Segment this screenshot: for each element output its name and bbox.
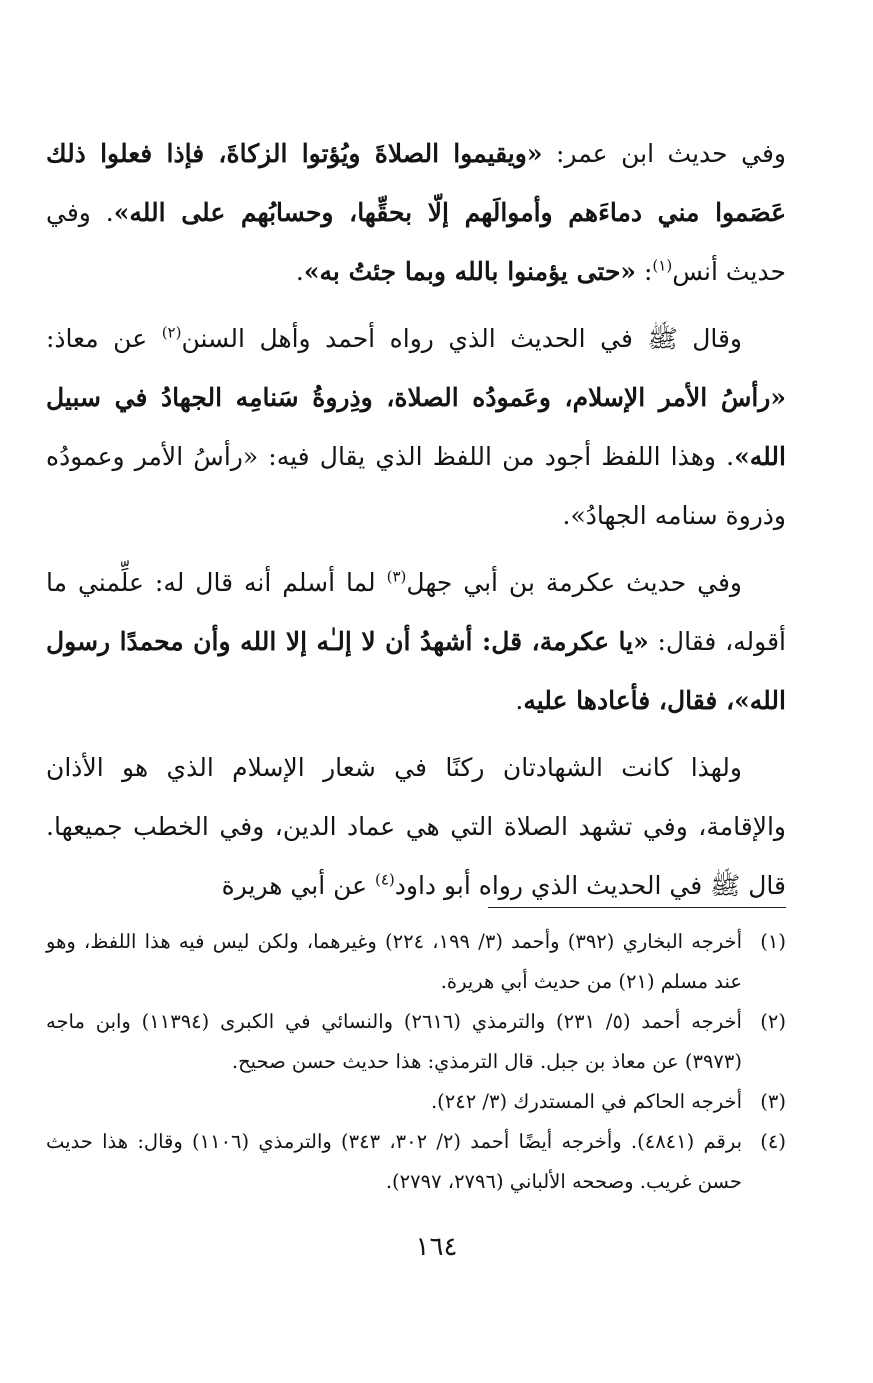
footnote-number: (١) xyxy=(760,930,786,953)
text-run: عن أبي هريرة xyxy=(221,871,375,900)
hadith-quote: «حتى يؤمنوا بالله وبما جئتُ به» xyxy=(303,257,637,286)
paragraph-4 xyxy=(46,738,786,915)
paragraph-2 xyxy=(46,309,786,545)
footnote-number: (٤) xyxy=(760,1130,786,1153)
footnote-divider xyxy=(488,907,786,908)
text-run: ولهذا كانت الشهادتان ركنًا في شعار الإسلام الذي هو الأذان والإقامة، وفي تشهد الصلاة التي هي عماد الدين، وفي الخطب جميعها. قال ﷺ في الحديث الذي رواه أبو داود xyxy=(46,753,786,900)
footnote-text: أخرجه البخاري (٣٩٢) وأحمد (٣/ ١٩٩، ٢٢٤) وغيرهما، ولكن ليس فيه هذا اللفظ، وهو عند مسلم (٢١) من حديث أبي هريرة. xyxy=(46,930,743,993)
footnote-ref-3: (٣) xyxy=(386,567,407,586)
hadith-quote: «رأسُ الأمر الإسلام، وعَمودُه الصلاة، وذِروةُ سَنامِه الجهادُ في سبيل الله» xyxy=(46,383,786,471)
paragraph-1 xyxy=(46,124,786,301)
footnote-2 xyxy=(46,1002,786,1082)
text-run: : xyxy=(636,257,653,286)
page-number: ١٦٤ xyxy=(415,1232,458,1262)
hadith-quote: «ويقيموا الصلاةَ ويُؤتوا الزكاةَ، فإذا فعلوا ذلك عَصَموا مني دماءَهم وأموالَهم إلّا بحقِّها، وحسابُهم على الله» xyxy=(46,139,786,227)
footnote-1 xyxy=(46,922,786,1002)
text-run: . وهذا اللفظ أجود من اللفظ الذي يقال فيه: «رأسُ الأمر وعمودُه وذروة سنامه الجهادُ». xyxy=(46,442,786,530)
footnotes xyxy=(46,922,786,1202)
text-run: وقال ﷺ في الحديث الذي رواه أحمد وأهل السنن xyxy=(181,324,742,353)
text-run: لما أسلم أنه قال له: علِّمني ما أقوله، فقال: xyxy=(46,568,786,656)
footnote-number: (٢) xyxy=(760,1010,786,1033)
paragraph-3 xyxy=(46,553,786,730)
footnote-text: برقم (٤٨٤١). وأخرجه أيضًا أحمد (٢/ ٣٠٢، ٣٤٣) والترمذي (١١٠٦) وقال: هذا حديث حسن غريب. وصححه الألباني (٢٧٩٦، ٢٧٩٧). xyxy=(46,1130,743,1193)
hadith-quote: «يا عكرمة، قل: أشهدُ أن لا إلـٰه إلا الله وأن محمدًا رسول الله»، فقال، فأعادها عليه xyxy=(46,627,786,715)
main-text xyxy=(46,124,786,923)
footnote-ref-2: (٢) xyxy=(161,323,182,342)
footnote-ref-1: (١) xyxy=(652,256,673,275)
text-run: عن معاذ: xyxy=(46,324,162,353)
footnote-3 xyxy=(46,1082,786,1122)
text-run: وفي حديث عكرمة بن أبي جهل xyxy=(406,568,742,597)
footnote-number: (٣) xyxy=(760,1090,786,1113)
text-run: . xyxy=(295,257,304,286)
footnote-text: أخرجه الحاكم في المستدرك (٣/ ٢٤٢). xyxy=(430,1090,742,1113)
footnote-text: أخرجه أحمد (٥/ ٢٣١) والترمذي (٢٦١٦) والنسائي في الكبرى (١١٣٩٤) وابن ماجه (٣٩٧٣) عن معاذ بن جبل. قال الترمذي: هذا حديث حسن صحيح. xyxy=(46,1010,742,1073)
text-run: . xyxy=(515,686,524,715)
text-run: . وفي حديث أنس xyxy=(46,198,786,286)
footnote-ref-4: (٤) xyxy=(374,870,395,889)
text-run: وفي حديث ابن عمر: xyxy=(542,139,786,168)
footnote-4 xyxy=(46,1122,786,1202)
